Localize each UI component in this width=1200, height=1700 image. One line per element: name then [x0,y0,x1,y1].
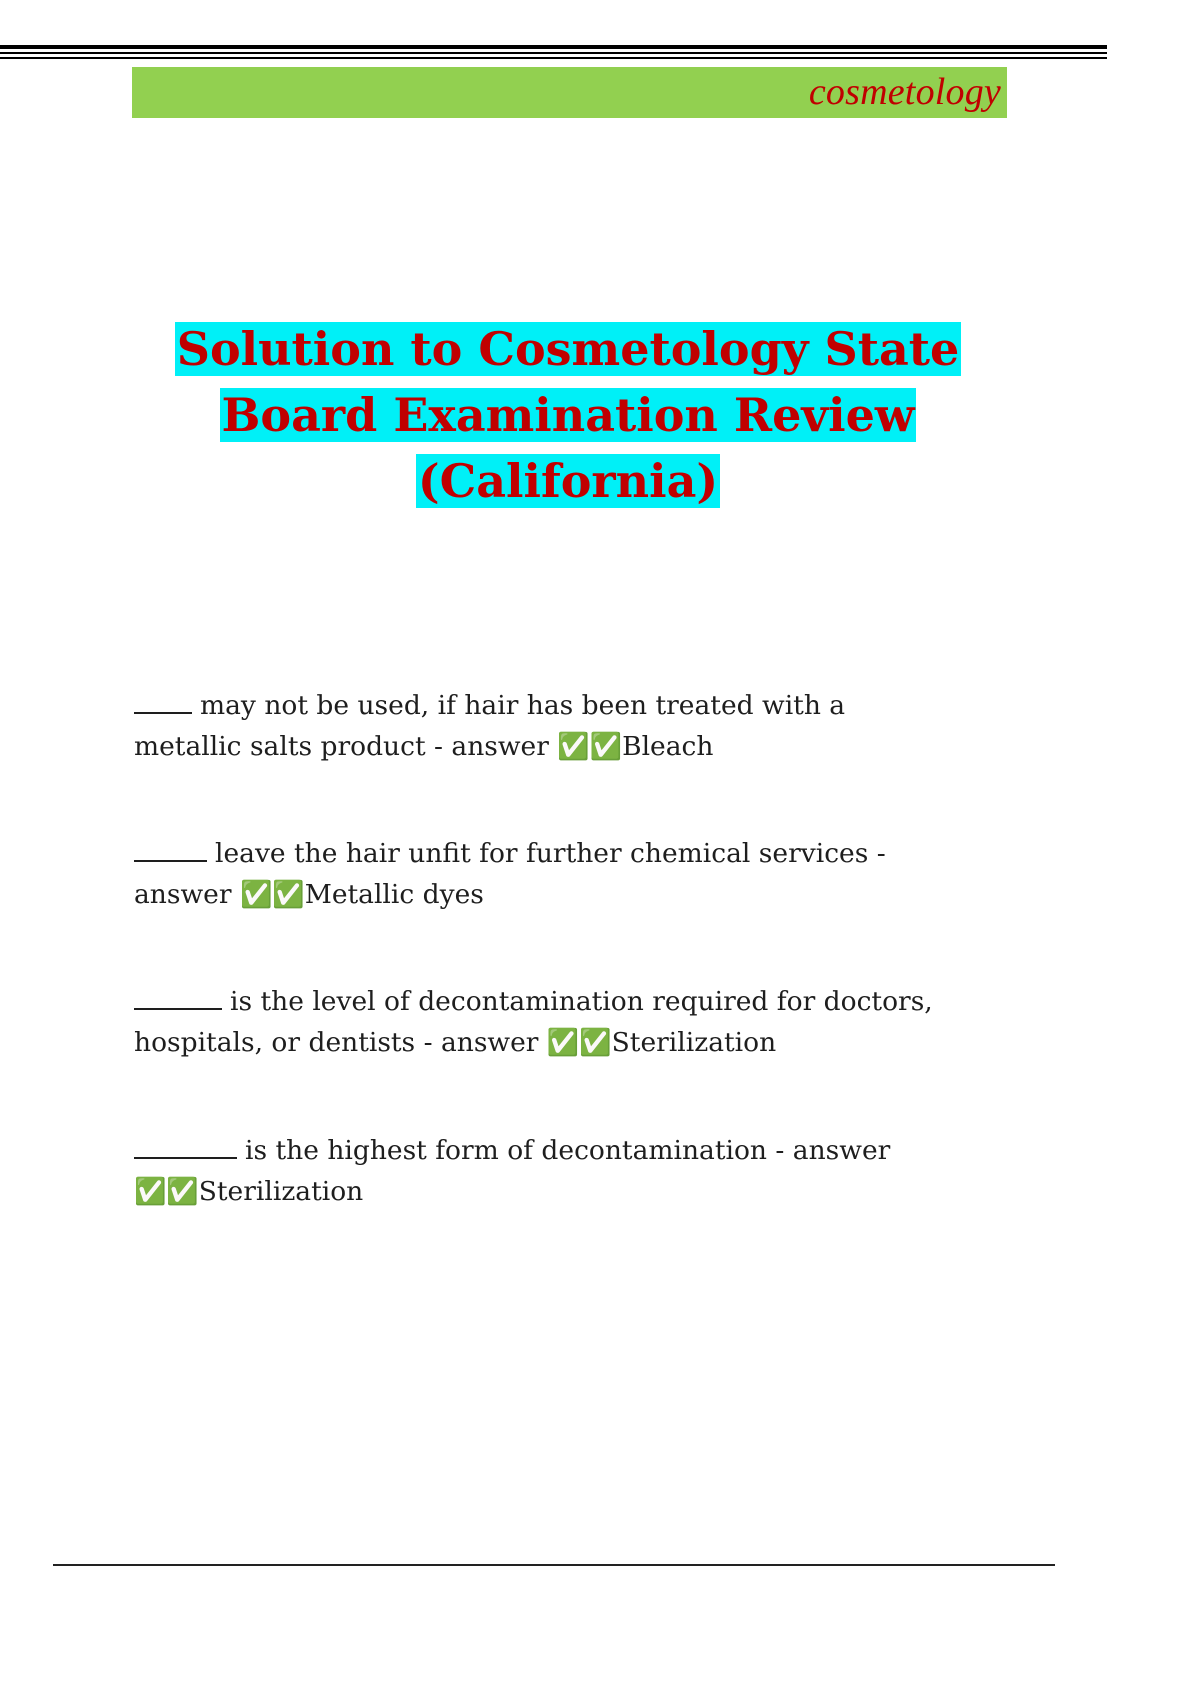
title-line-3: (California) [417,454,719,508]
question-line-2 [134,1022,994,1064]
answer-text: Metallic dyes [304,879,484,910]
top-rule-thin-1 [0,52,1107,54]
question-text-cont: hospitals, or dentists - answer [134,1027,539,1058]
question-line-1 [134,833,994,874]
question-text-cont: metallic salts product - answer [134,731,549,762]
top-rule-thin-2 [0,57,1107,59]
question-text: may not be used, if hair has been treated with a [200,690,846,721]
double-check-icon: ✅✅ [557,732,623,762]
question-text-cont: answer [134,879,232,910]
question-text: is the level of decontamination required for doctors, [230,986,933,1017]
answer-text: Sterilization [611,1027,777,1058]
double-check-icon: ✅✅ [546,1028,612,1058]
question-line-1 [134,685,994,726]
answer-blank [134,838,207,862]
answer-text: Sterilization [198,1176,364,1207]
footer-rule [53,1564,1055,1566]
title-line-1: Solution to Cosmetology State [176,322,960,376]
question-item-4 [134,1130,994,1213]
question-item-1 [134,685,994,768]
double-check-icon: ✅✅ [239,880,305,910]
question-item-3 [134,981,994,1064]
question-text: is the highest form of decontamination - answer [245,1135,891,1166]
answer-blank [134,1135,237,1159]
top-rule-thick [0,45,1107,49]
title-line-2: Board Examination Review [221,388,915,442]
header-band [132,67,1007,118]
question-line-2 [134,874,994,916]
header-label: cosmetology [808,71,1001,113]
question-line-1 [134,1130,994,1171]
question-line-2 [134,726,994,768]
answer-blank [134,690,192,714]
double-check-icon: ✅✅ [134,1177,199,1207]
question-text: leave the hair unfit for further chemical services - [215,838,886,869]
answer-blank [134,986,222,1010]
question-line-1 [134,981,994,1022]
question-line-2 [134,1171,994,1213]
question-item-2 [134,833,994,916]
document-title [100,316,1036,514]
answer-text: Bleach [622,731,714,762]
